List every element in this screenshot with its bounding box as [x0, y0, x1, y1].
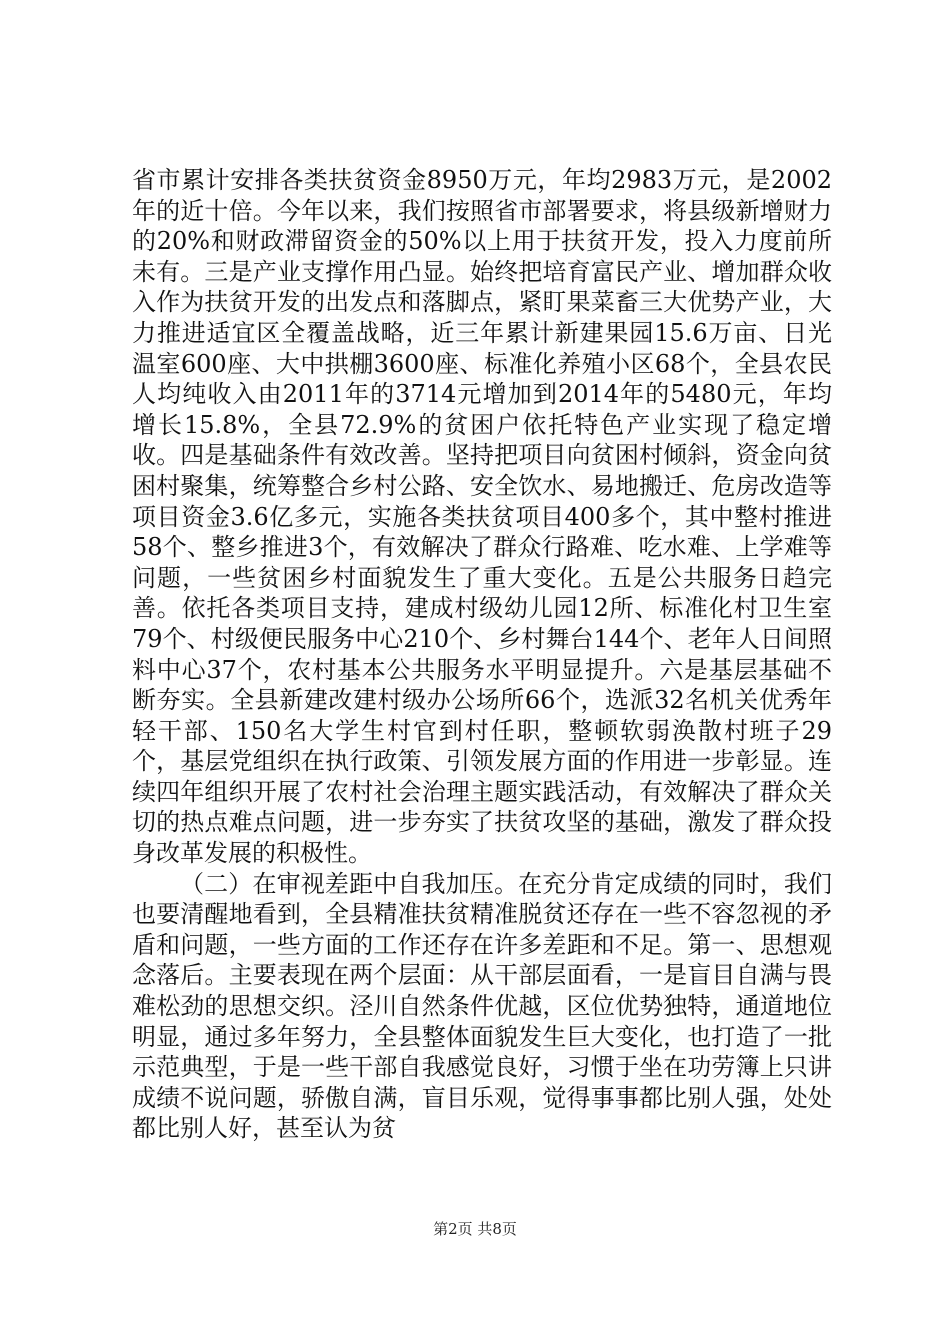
- paragraph-continued: 省市累计安排各类扶贫资金8950万元，年均2983万元，是2002年的近十倍。今年以来，我们按照省市部署要求，将县级新增财力的20%和财政滞留资金的50%以上用于扶贫开发，投入力度前所未有。三是产业支撑作用凸显。始终把培育富民产业、增加群众收入作为扶贫开发的出发点和落脚点，紧盯果菜畜三大优势产业，大力推进适宜区全覆盖战略，近三年累计新建果园15.6万亩、日光温室600座、大中拱棚3600座、标准化养殖小区68个，全县农民人均纯收入由2011年的3714元增加到2014年的5480元，年均增长15.8%，全县72.9%的贫困户依托特色产业实现了稳定增收。四是基础条件有效改善。坚持把项目向贫困村倾斜，资金向贫困村聚集，统筹整合乡村公路、安全饮水、易地搬迁、危房改造等项目资金3.6亿多元，实施各类扶贫项目400多个，其中整村推进58个、整乡推进3个，有效解决了群众行路难、吃水难、上学难等问题，一些贫困乡村面貌发生了重大变化。五是公共服务日趋完善。依托各类项目支持，建成村级幼儿园12所、标准化村卫生室79个、村级便民服务中心210个、乡村舞台144个、老年人日间照料中心37个，农村基本公共服务水平明显提升。六是基层基础不断夯实。全县新建改建村级办公场所66个，选派32名机关优秀年轻干部、150名大学生村官到村任职，整顿软弱涣散村班子29个，基层党组织在执行政策、引领发展方面的作用进一步彰显。连续四年组织开展了农村社会治理主题实践活动，有效解决了群众关切的热点难点问题，进一步夯实了扶贫攻坚的基础，激发了群众投身改革发展的积极性。: [132, 166, 832, 868]
- paragraph-section-two: （二）在审视差距中自我加压。在充分肯定成绩的同时，我们也要清醒地看到，全县精准扶贫精准脱贫还存在一些不容忽视的矛盾和问题，一些方面的工作还存在许多差距和不足。第一、思想观念落后。主要表现在两个层面：从干部层面看，一是盲目自满与畏难松劲的思想交织。泾川自然条件优越，区位优势独特，通道地位明显，通过多年努力，全县整体面貌发生巨大变化，也打造了一批示范典型，于是一些干部自我感觉良好，习惯于坐在功劳簿上只讲成绩不说问题，骄傲自满，盲目乐观，觉得事事都比别人强，处处都比别人好，甚至认为贫: [132, 869, 832, 1143]
- document-body: [132, 165, 832, 1144]
- page-footer: 第2页 共8页: [433, 1220, 517, 1238]
